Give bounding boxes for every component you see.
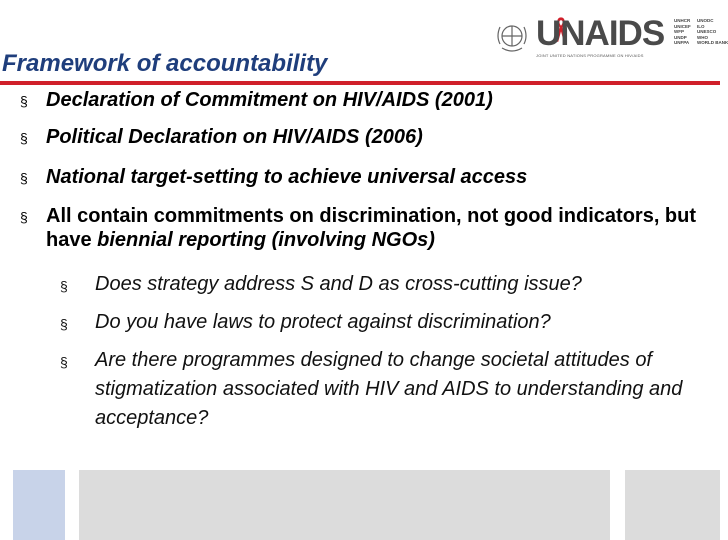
sub-bullet-item [60, 270, 700, 299]
bullet-marker: § [20, 209, 28, 225]
bullet-item [20, 88, 710, 112]
bullet-marker: § [60, 354, 68, 370]
bullet-text: Political Declaration on HIV/AIDS (2006) [46, 126, 423, 148]
cosponsor: WHO [697, 34, 708, 40]
sub-bullet-item [60, 308, 700, 337]
sub-bullet-text: Do you have laws to protect against discrimination? [95, 311, 551, 333]
footer-accent-block [13, 470, 65, 540]
bullet-marker: § [20, 93, 28, 109]
page-title: Framework of accountability [2, 50, 328, 77]
bullet-marker: § [20, 130, 28, 146]
cosponsor: UNHCR [674, 18, 691, 23]
cosponsors-list-1 [674, 18, 691, 46]
bullet-marker: § [20, 170, 28, 186]
cosponsor: UNFPA [674, 40, 690, 45]
cosponsor: UNDP [674, 34, 687, 40]
logo-subtitle: JOINT UNITED NATIONS PROGRAMME ON HIV/AIDS [536, 53, 644, 58]
unaids-logo [492, 14, 728, 58]
bullet-item [20, 125, 710, 149]
cosponsor: UNICEF [674, 23, 691, 29]
cosponsors-list-2 [697, 18, 728, 46]
bullet-marker: § [60, 316, 68, 332]
sub-bullet-item [60, 346, 700, 433]
bullet-item [20, 165, 710, 189]
cosponsor: UNODC [697, 18, 714, 23]
un-emblem-icon [492, 16, 536, 56]
cosponsor: WFP [674, 29, 684, 34]
bullet-text: Declaration of Commitment on HIV/AIDS (2001) [46, 89, 493, 111]
bullet-text: National target-setting to achieve universal access [46, 166, 528, 188]
footer-bar [79, 470, 610, 540]
bullet-item [20, 204, 710, 252]
sub-bullet-text: Are there programmes designed to change societal attitudes of stigmatization associated with HIV and AIDS to understanding and acceptance? [95, 349, 683, 429]
cosponsor: WORLD BANK [697, 40, 728, 45]
footer-end-block [625, 470, 720, 540]
bullet-marker: § [60, 278, 68, 294]
cosponsor: ILO [697, 23, 705, 29]
title-divider [0, 81, 720, 85]
sub-bullet-text: Does strategy address S and D as cross-cutting issue? [95, 273, 582, 295]
bullet-text-plain: All contain commitments on discrimination, not good indicators, but have [46, 205, 697, 251]
bullet-text [20, 204, 710, 252]
cosponsor: UNESCO [697, 29, 717, 34]
logo-wordmark: UNAIDS [536, 14, 665, 53]
bullet-text-emphasis: biennial reporting (involving NGOs) [97, 229, 435, 251]
